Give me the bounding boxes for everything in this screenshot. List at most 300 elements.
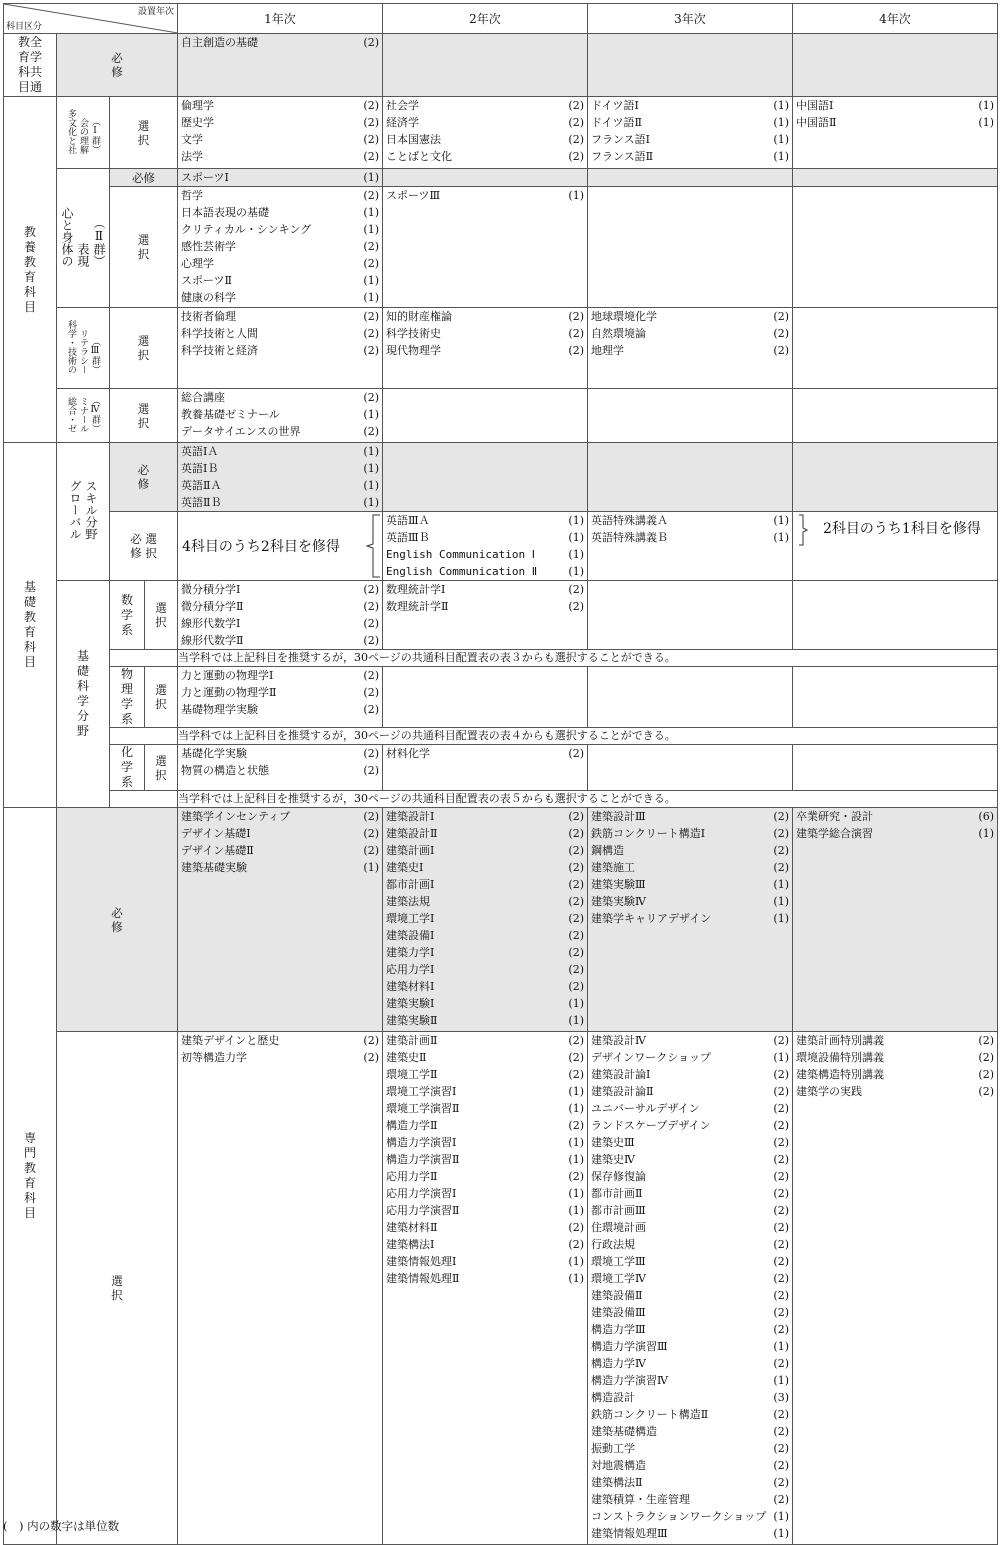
course-name: 建築史Ⅲ	[591, 1136, 635, 1149]
course-credits: (2)	[568, 116, 584, 129]
cell-g1-y3	[588, 97, 793, 169]
course-name: 技術者倫理	[181, 310, 236, 323]
course-name: 英語ⅠＢ	[181, 462, 219, 475]
course-name: 応用力学演習Ⅰ	[386, 1187, 457, 1200]
course-item	[793, 114, 997, 131]
course-item	[178, 808, 382, 825]
course-item	[588, 1440, 792, 1457]
course-name: 建築積算・生産管理	[591, 1493, 690, 1506]
course-item	[588, 1066, 792, 1083]
course-credits: (1)	[363, 479, 379, 492]
course-name: 科学技術史	[386, 327, 441, 340]
course-item	[178, 289, 382, 306]
course-credits: (1)	[978, 99, 994, 112]
course-credits: (2)	[773, 1068, 789, 1081]
course-item	[178, 221, 382, 238]
course-name: 微分積分学Ⅱ	[181, 600, 244, 613]
course-name: 建築設計Ⅲ	[591, 810, 646, 823]
course-name: 数理統計学Ⅱ	[386, 600, 449, 613]
course-name: 建築情報処理Ⅰ	[386, 1255, 457, 1268]
note-spacer	[110, 650, 178, 667]
course-item	[588, 859, 792, 876]
course-name: 科学技術と経済	[181, 344, 258, 357]
course-item	[178, 762, 382, 779]
year-header-1: 1年次	[178, 4, 383, 34]
course-item	[178, 615, 382, 632]
cell-g2s-y4	[793, 187, 998, 308]
course-item	[588, 131, 792, 148]
course-name: 建築基礎構造	[591, 1425, 657, 1438]
cell-phys-y1	[178, 667, 383, 728]
course-item	[178, 342, 382, 359]
course-name: 建築設備Ⅰ	[386, 929, 435, 942]
course-item	[383, 842, 587, 859]
course-credits: (2)	[773, 327, 789, 340]
course-name: スポーツⅡ	[181, 274, 233, 287]
course-item	[383, 927, 587, 944]
note-math: 当学科では上記科目を推奨するが，30ページの共通科目配置表の表３からも選択することができる。	[178, 650, 998, 667]
course-credits: (2)	[568, 344, 584, 357]
rule-text-1: 4科目のうち2科目を修得	[182, 539, 340, 555]
course-item	[383, 893, 587, 910]
course-item	[793, 1066, 997, 1083]
category-sentaku: 選 択	[110, 308, 178, 389]
cell-sens-y1	[178, 1032, 383, 1545]
course-item	[383, 1117, 587, 1134]
course-item	[383, 1202, 587, 1219]
cell-sens-y4	[793, 1032, 998, 1545]
course-credits: (1)	[773, 895, 789, 908]
course-name: ことばと文化	[386, 150, 452, 163]
course-item	[588, 1287, 792, 1304]
category-hissyu: 必 修	[110, 443, 178, 512]
course-item	[383, 563, 587, 580]
course-credits: (1)	[568, 1204, 584, 1217]
course-item	[383, 308, 587, 325]
course-credits: (2)	[568, 963, 584, 976]
course-item	[178, 255, 382, 272]
cell-math-y1	[178, 581, 383, 650]
course-item	[383, 581, 587, 598]
course-item	[178, 1049, 382, 1066]
rule-text-2: 2科目のうち1科目を修得	[823, 521, 981, 537]
course-name: 建築史Ⅰ	[386, 861, 424, 874]
course-item	[588, 308, 792, 325]
course-name: 建築計画特別講義	[796, 1034, 884, 1047]
course-item	[588, 842, 792, 859]
course-credits: (2)	[568, 861, 584, 874]
course-credits: (2)	[568, 980, 584, 993]
course-credits: (1)	[773, 878, 789, 891]
category-hissyu-inline: 必修	[110, 169, 178, 187]
course-credits: (1)	[568, 1102, 584, 1115]
course-name: 基礎化学実験	[181, 747, 247, 760]
course-name: 自然環境論	[591, 327, 646, 340]
course-item	[178, 1032, 382, 1049]
course-item	[383, 148, 587, 165]
category-hissyu: 必 修	[57, 808, 178, 1032]
course-name: 建築構法Ⅰ	[386, 1238, 435, 1251]
course-credits: (1)	[568, 1272, 584, 1285]
course-credits: (2)	[773, 1357, 789, 1370]
course-item	[793, 97, 997, 114]
course-item	[383, 114, 587, 131]
course-name: 力と運動の物理学Ⅰ	[181, 669, 274, 682]
curriculum-table-wrapper	[3, 3, 997, 1545]
course-item	[178, 114, 382, 131]
course-name: 建築設計Ⅱ	[386, 827, 438, 840]
category-sentaku: 選 択	[110, 97, 178, 169]
subgroup-phys-label: 物 理 学 系	[110, 667, 145, 728]
course-item	[178, 187, 382, 204]
course-credits: (2)	[363, 827, 379, 840]
course-credits: (2)	[773, 1153, 789, 1166]
course-name: 環境工学Ⅰ	[386, 912, 435, 925]
course-name: 建築情報処理Ⅱ	[386, 1272, 460, 1285]
category-sentaku: 選 択	[145, 745, 178, 791]
course-name: 科学技術と人間	[181, 327, 258, 340]
course-credits: (2)	[568, 583, 584, 596]
course-credits: (6)	[978, 810, 994, 823]
course-credits: (2)	[773, 1255, 789, 1268]
course-item	[588, 1491, 792, 1508]
year-header-3: 3年次	[588, 4, 793, 34]
course-name: 心理学	[181, 257, 214, 270]
course-name: 構造力学Ⅲ	[591, 1323, 646, 1336]
course-name: 応用力学Ⅱ	[386, 1170, 438, 1183]
cell-gl-rule-2	[793, 512, 998, 581]
cell-phys-y3	[588, 667, 793, 728]
course-credits: (2)	[568, 1238, 584, 1251]
cell-phys-y2	[383, 667, 588, 728]
course-item	[383, 1012, 587, 1029]
course-credits: (3)	[773, 1391, 789, 1404]
course-name: 保存修復論	[591, 1170, 646, 1183]
course-name: 建築デザインと歴史	[181, 1034, 280, 1047]
course-item	[793, 1032, 997, 1049]
course-name: 鉄筋コンクリート構造Ⅰ	[591, 827, 706, 840]
course-credits: (2)	[773, 1442, 789, 1455]
course-item	[588, 825, 792, 842]
course-item	[588, 1406, 792, 1423]
course-credits: (2)	[773, 1459, 789, 1472]
cell-g1-y2	[383, 97, 588, 169]
course-credits: (1)	[363, 274, 379, 287]
course-item	[588, 1049, 792, 1066]
course-name: 振動工学	[591, 1442, 635, 1455]
course-item	[588, 1253, 792, 1270]
course-credits: (1)	[773, 150, 789, 163]
course-item	[588, 1185, 792, 1202]
course-item	[383, 1100, 587, 1117]
course-item	[383, 546, 587, 563]
course-credits: (2)	[773, 1119, 789, 1132]
course-item	[178, 825, 382, 842]
course-name: スポーツⅢ	[386, 189, 441, 202]
course-name: 社会学	[386, 99, 419, 112]
course-credits: (2)	[568, 600, 584, 613]
course-name: 初等構造力学	[181, 1051, 247, 1064]
course-credits: (2)	[363, 600, 379, 613]
course-item	[588, 325, 792, 342]
course-credits: (2)	[773, 1476, 789, 1489]
course-credits: (2)	[363, 150, 379, 163]
course-name: 教養基礎ゼミナール	[181, 408, 280, 421]
cell-phys-y4	[793, 667, 998, 728]
course-item	[383, 598, 587, 615]
course-name: 英語特殊講義Ｂ	[591, 531, 668, 544]
course-credits: (2)	[363, 240, 379, 253]
course-name: 中国語Ⅰ	[796, 99, 834, 112]
corner-label-category: 科目区分	[6, 22, 43, 32]
course-item	[588, 1423, 792, 1440]
course-item	[178, 632, 382, 649]
course-credits: (2)	[568, 929, 584, 942]
course-item	[383, 1134, 587, 1151]
course-name: 建築設計論Ⅰ	[591, 1068, 651, 1081]
course-item	[588, 1389, 792, 1406]
course-item	[178, 581, 382, 598]
course-name: 物質の構造と状態	[181, 764, 269, 777]
course-name: ドイツ語Ⅱ	[591, 116, 642, 129]
cell-g2h-y2	[383, 169, 588, 187]
course-item	[793, 1049, 997, 1066]
course-name: 英語ⅠＡ	[181, 445, 219, 458]
course-item	[383, 978, 587, 995]
cell-common-y3	[588, 34, 793, 97]
course-credits: (1)	[568, 1187, 584, 1200]
course-credits: (1)	[363, 223, 379, 236]
course-name: 建築学インセンティブ	[181, 810, 291, 823]
course-item	[383, 1253, 587, 1270]
course-name: 現代物理学	[386, 344, 441, 357]
cell-gl-h-y2	[383, 443, 588, 512]
course-credits: (2)	[568, 844, 584, 857]
course-credits: (2)	[363, 747, 379, 760]
course-name: 力と運動の物理学Ⅱ	[181, 686, 277, 699]
course-name: 健康の科学	[181, 291, 236, 304]
section-kyoyo: 教 養 教 育 科 目	[4, 97, 57, 443]
cell-g1-y4	[793, 97, 998, 169]
course-name: デザイン基礎Ⅱ	[181, 844, 254, 857]
course-credits: (2)	[978, 1085, 994, 1098]
course-item	[383, 131, 587, 148]
footer-note: ( ) 内の数字は単位数	[3, 1519, 120, 1533]
course-item	[588, 114, 792, 131]
course-name: 行政法規	[591, 1238, 635, 1251]
course-credits: (2)	[773, 844, 789, 857]
course-credits: (2)	[568, 747, 584, 760]
cell-senh-y4	[793, 808, 998, 1032]
course-name: 中国語Ⅱ	[796, 116, 837, 129]
left-brace-icon	[364, 514, 382, 578]
course-credits: (2)	[773, 1204, 789, 1217]
course-name: 構造力学演習Ⅲ	[591, 1340, 668, 1353]
course-name: 建築施工	[591, 861, 635, 874]
course-item	[383, 1066, 587, 1083]
course-name: 英語特殊講義Ａ	[591, 514, 668, 527]
course-credits: (2)	[363, 634, 379, 647]
course-name: 建築設計Ⅰ	[386, 810, 435, 823]
course-item	[588, 1236, 792, 1253]
course-name: 倫理学	[181, 99, 214, 112]
course-item	[178, 859, 382, 876]
category-sentaku: 選 択	[110, 389, 178, 443]
course-credits: (2)	[363, 391, 379, 404]
cell-sens-y2	[383, 1032, 588, 1545]
course-credits: (1)	[568, 1014, 584, 1027]
category-sentaku: 選 択	[145, 581, 178, 650]
course-name: 法学	[181, 150, 203, 163]
course-item	[793, 808, 997, 825]
cell-g4-y4	[793, 389, 998, 443]
course-credits: (2)	[773, 1272, 789, 1285]
course-credits: (2)	[363, 425, 379, 438]
course-name: 建築史Ⅱ	[386, 1051, 427, 1064]
course-item	[178, 842, 382, 859]
course-item	[383, 1236, 587, 1253]
course-name: 建築実験Ⅱ	[386, 1014, 438, 1027]
course-credits: (2)	[773, 1323, 789, 1336]
course-item	[588, 1270, 792, 1287]
cell-g3-y4	[793, 308, 998, 389]
note-chem: 当学科では上記科目を推奨するが，30ページの共通科目配置表の表５からも選択することができる。	[178, 791, 998, 808]
course-name: 構造力学演習Ⅱ	[386, 1153, 460, 1166]
course-item	[588, 1321, 792, 1338]
course-credits: (2)	[773, 861, 789, 874]
course-credits: (1)	[363, 445, 379, 458]
course-item	[383, 342, 587, 359]
course-name: 建築実験Ⅳ	[591, 895, 646, 908]
course-item	[178, 389, 382, 406]
course-item	[178, 238, 382, 255]
year-header-2: 2年次	[383, 4, 588, 34]
course-credits: (2)	[568, 1170, 584, 1183]
course-item	[588, 910, 792, 927]
cell-gl-s-y2	[383, 512, 588, 581]
course-credits: (2)	[363, 36, 379, 49]
course-name: 線形代数学Ⅰ	[181, 617, 241, 630]
course-item	[383, 1219, 587, 1236]
course-credits: (1)	[773, 99, 789, 112]
cell-g4-y3	[588, 389, 793, 443]
course-item	[588, 1083, 792, 1100]
course-name: 歴史学	[181, 116, 214, 129]
course-item	[588, 1032, 792, 1049]
course-item	[383, 944, 587, 961]
course-credits: (1)	[363, 291, 379, 304]
cell-g2s-y2	[383, 187, 588, 308]
subgroup-math-label: 数 学 系	[110, 581, 145, 650]
course-item	[178, 460, 382, 477]
course-credits: (2)	[773, 310, 789, 323]
course-credits: (2)	[568, 1068, 584, 1081]
course-item	[588, 1117, 792, 1134]
course-name: 英語ⅢＡ	[386, 514, 430, 527]
course-item	[383, 1032, 587, 1049]
course-item	[178, 204, 382, 221]
course-name: フランス語Ⅱ	[591, 150, 654, 163]
group-global-label: グローバル スキル分野	[57, 443, 110, 581]
course-name: 建築設備Ⅲ	[591, 1306, 646, 1319]
course-credits: (2)	[773, 1408, 789, 1421]
course-name: 環境工学Ⅱ	[386, 1068, 438, 1081]
course-item	[178, 169, 382, 186]
course-credits: (2)	[773, 1170, 789, 1183]
course-credits: (1)	[773, 912, 789, 925]
course-name: 線形代数学Ⅱ	[181, 634, 244, 647]
cell-gl-s-y3	[588, 512, 793, 581]
course-name: クリティカル・シンキング	[181, 223, 312, 236]
course-credits: (2)	[363, 257, 379, 270]
course-item	[178, 684, 382, 701]
category-hissen: 必 選 修 択	[110, 512, 178, 581]
course-credits: (1)	[363, 171, 379, 184]
course-item	[383, 961, 587, 978]
course-credits: (2)	[363, 764, 379, 777]
cell-g3-y1	[178, 308, 383, 389]
course-item	[178, 423, 382, 440]
course-credits: (1)	[773, 1374, 789, 1387]
course-credits: (1)	[568, 565, 584, 578]
cell-common-y1	[178, 34, 383, 97]
course-name: 対地震構造	[591, 1459, 646, 1472]
course-credits: (2)	[978, 1034, 994, 1047]
cell-g3-y3	[588, 308, 793, 389]
cell-senh-y1	[178, 808, 383, 1032]
header-corner	[4, 4, 178, 34]
course-name: 建築学総合演習	[796, 827, 873, 840]
course-name: 建築計画Ⅰ	[386, 844, 435, 857]
category-sentaku: 選 択	[57, 1032, 178, 1545]
course-name: 建築設計論Ⅱ	[591, 1085, 654, 1098]
cell-math-y4	[793, 581, 998, 650]
course-name: 建築構法Ⅱ	[591, 1476, 643, 1489]
course-credits: (2)	[773, 1425, 789, 1438]
course-item	[588, 1338, 792, 1355]
course-name: スポーツⅠ	[181, 171, 229, 184]
course-item	[383, 745, 587, 762]
cell-chem-y4	[793, 745, 998, 791]
course-credits: (2)	[568, 912, 584, 925]
course-credits: (2)	[363, 133, 379, 146]
course-credits: (2)	[568, 150, 584, 163]
category-hissyu: 必 修	[57, 34, 178, 97]
course-name: 構造設計	[591, 1391, 635, 1404]
course-credits: (1)	[773, 1527, 789, 1540]
course-name: 建築情報処理Ⅲ	[591, 1527, 668, 1540]
course-item	[178, 272, 382, 289]
course-credits: (1)	[773, 1051, 789, 1064]
course-name: 地理学	[591, 344, 624, 357]
course-item	[588, 342, 792, 359]
course-credits: (1)	[773, 1340, 789, 1353]
cell-sens-y3	[588, 1032, 793, 1545]
section-common: 教全 育学 科共 目通	[4, 34, 57, 97]
course-credits: (1)	[568, 531, 584, 544]
cell-chem-y2	[383, 745, 588, 791]
course-name: 応用力学演習Ⅱ	[386, 1204, 460, 1217]
course-credits: (1)	[978, 827, 994, 840]
course-credits: (2)	[363, 810, 379, 823]
course-name: 環境工学演習Ⅰ	[386, 1085, 457, 1098]
course-name: 英語ⅢＢ	[386, 531, 430, 544]
course-credits: (2)	[363, 1051, 379, 1064]
course-credits: (2)	[773, 1493, 789, 1506]
course-name: 日本語表現の基礎	[181, 206, 269, 219]
course-item	[588, 1219, 792, 1236]
course-name: ランドスケープデザイン	[591, 1119, 711, 1132]
